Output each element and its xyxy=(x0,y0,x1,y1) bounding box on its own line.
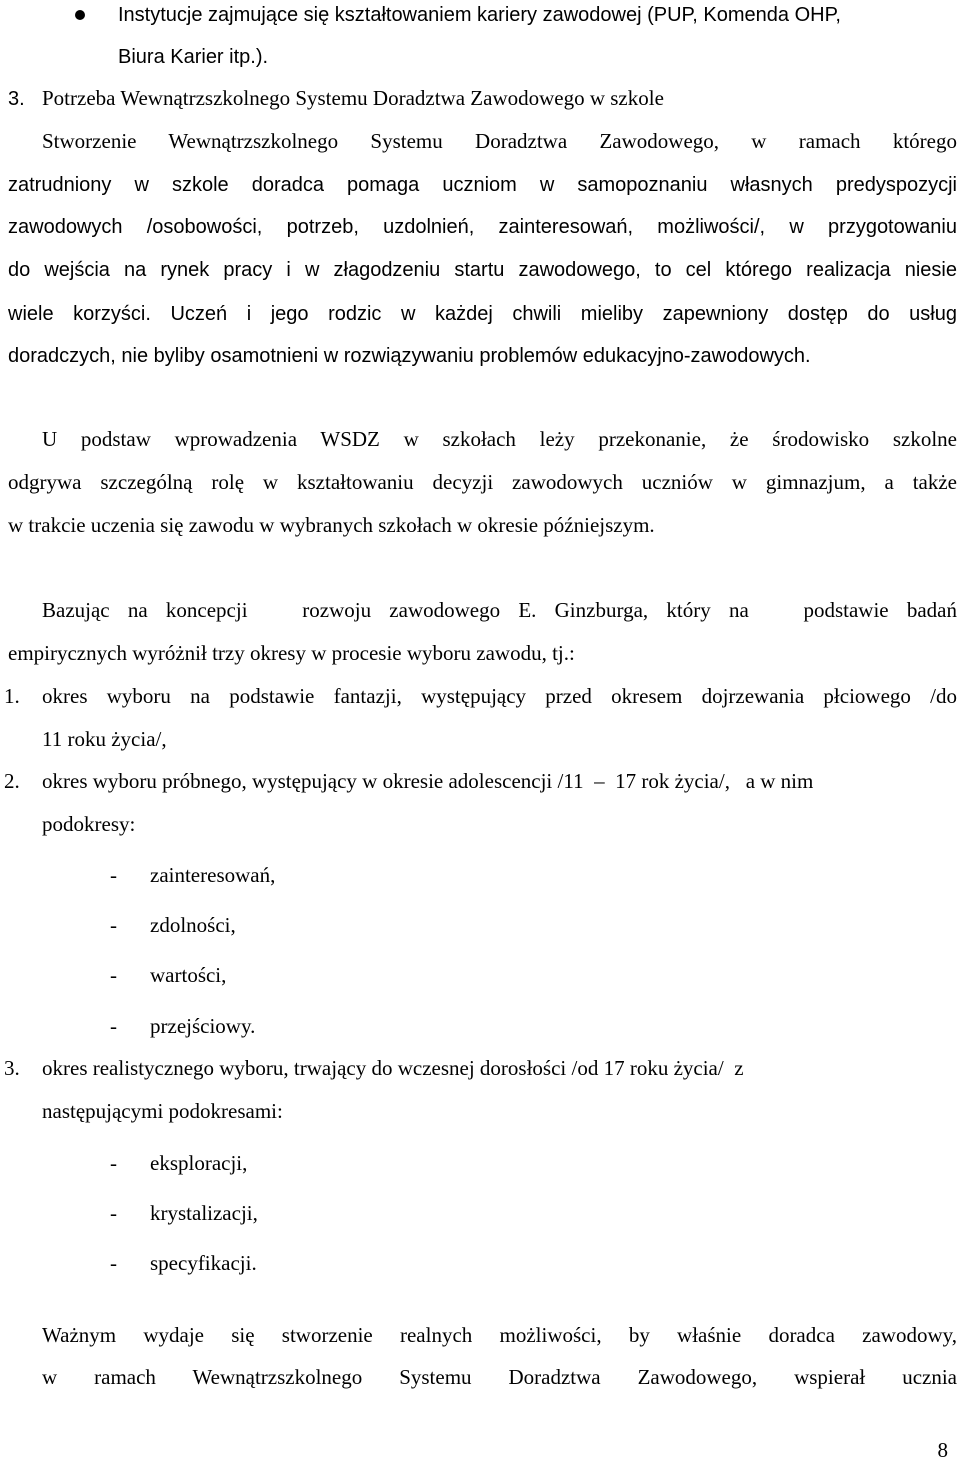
bullet-dot-icon xyxy=(70,4,90,28)
dash-marker: - xyxy=(110,1201,117,1225)
paragraph-line: wiele korzyści. Uczeń i jego rodzic w każdej chwili mieliby zapewniony dostęp do usług xyxy=(8,303,957,325)
dash-marker: - xyxy=(110,1251,117,1275)
paragraph-line: empirycznych wyróżnił trzy okresy w procesie wyboru zawodu, tj.: xyxy=(8,641,575,665)
page-number: 8 xyxy=(937,1438,948,1462)
dash-marker: - xyxy=(110,863,117,887)
subperiod-item: specyfikacji. xyxy=(150,1251,257,1275)
period-line: okres realistycznego wyboru, trwający do wczesnej dorosłości /od 17 roku życia/ z xyxy=(42,1056,744,1080)
period-number: 2. xyxy=(4,769,20,793)
subperiod-item: zainteresowań, xyxy=(150,863,276,887)
dash-marker: - xyxy=(110,1151,117,1175)
period-line: 11 roku życia/, xyxy=(42,727,167,751)
paragraph-line: odgrywa szczególną rolę w kształtowaniu decyzji zawodowych uczniów w gimnazjum, a także xyxy=(8,470,957,494)
period-line: podokresy: xyxy=(42,812,136,836)
paragraph-line: w ramach Wewnątrzszkolnego Systemu Doradztwa Zawodowego, wspierał ucznia xyxy=(42,1365,957,1389)
paragraph-line: Ważnym wydaje się stworzenie realnych możliwości, by właśnie doradca zawodowy, xyxy=(42,1323,957,1347)
bullet-item-line-1: Instytucje zajmujące się kształtowaniem kariery zawodowej (PUP, Komenda OHP, xyxy=(118,4,841,26)
subperiod-item: wartości, xyxy=(150,963,227,987)
paragraph-line: zawodowych /osobowości, potrzeb, uzdolnień, zainteresowań, możliwości/, w przygotowaniu xyxy=(8,216,957,238)
period-line: okres wyboru próbnego, występujący w okresie adolescencji /11 – 17 rok życia/, a w nim xyxy=(42,769,814,793)
subperiod-item: krystalizacji, xyxy=(150,1201,258,1225)
paragraph-line: U podstaw wprowadzenia WSDZ w szkołach leży przekonanie, że środowisko szkolne xyxy=(42,427,957,451)
paragraph-line: Stworzenie Wewnątrzszkolnego Systemu Doradztwa Zawodowego, w ramach którego xyxy=(42,129,957,153)
dash-marker: - xyxy=(110,963,117,987)
paragraph-line: zatrudniony w szkole doradca pomaga uczniom w samopoznaniu własnych predyspozycji xyxy=(8,174,957,196)
subperiod-item: przejściowy. xyxy=(150,1014,256,1038)
paragraph-line: w trakcie uczenia się zawodu w wybranych szkołach w okresie późniejszym. xyxy=(8,513,655,537)
subperiod-item: zdolności, xyxy=(150,913,236,937)
period-line: okres wyboru na podstawie fantazji, występujący przed okresem dojrzewania płciowego /do xyxy=(42,684,957,708)
section-number: 3. xyxy=(8,88,25,110)
paragraph-line: doradczych, nie byliby osamotnieni w rozwiązywaniu problemów edukacyjno-zawodowych. xyxy=(8,345,811,367)
paragraph-line: Bazując na koncepcji rozwoju zawodowego E. Ginzburga, który na podstawie badań xyxy=(42,598,957,622)
paragraph-line: do wejścia na rynek pracy i w złagodzeniu startu zawodowego, to cel którego realizacja niesie xyxy=(8,259,957,281)
bullet-item-line-2: Biura Karier itp.). xyxy=(118,46,269,68)
subperiod-item: eksploracji, xyxy=(150,1151,248,1175)
period-number: 3. xyxy=(4,1056,20,1080)
dash-marker: - xyxy=(110,1014,117,1038)
period-number: 1. xyxy=(4,684,20,708)
period-line: następującymi podokresami: xyxy=(42,1099,283,1123)
section-heading: Potrzeba Wewnątrzszkolnego Systemu Doradztwa Zawodowego w szkole xyxy=(42,86,664,110)
dash-marker: - xyxy=(110,913,117,937)
